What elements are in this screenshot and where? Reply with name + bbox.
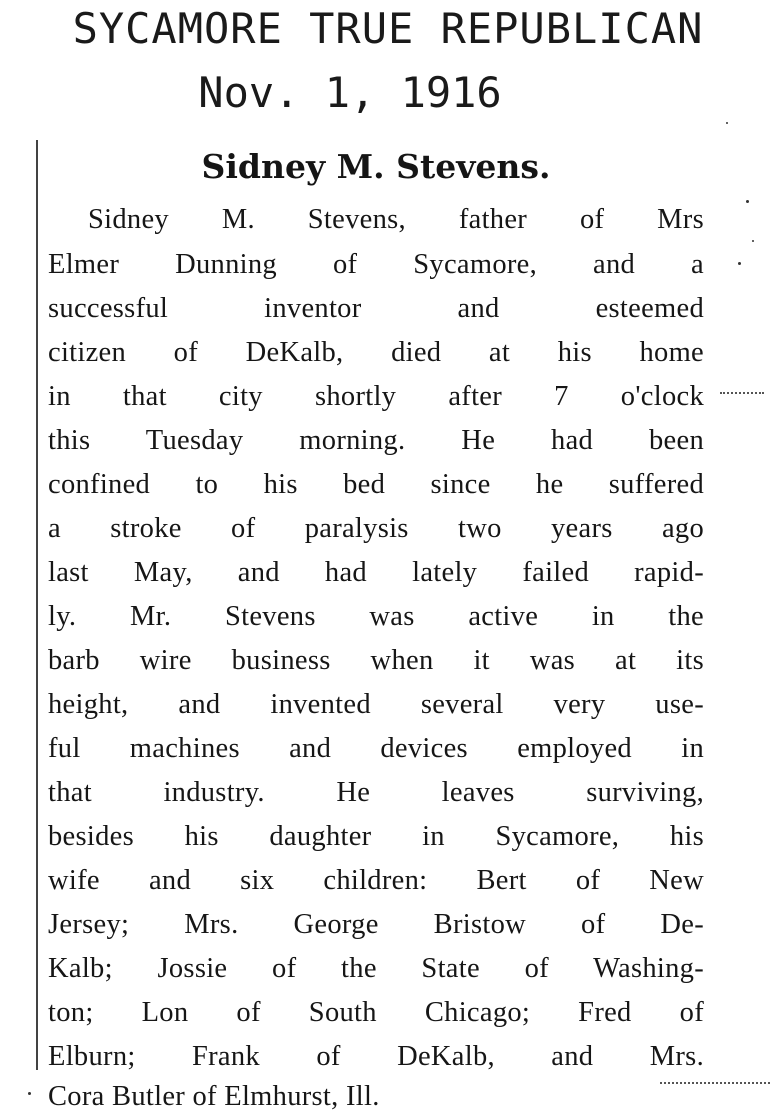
article-line: successful inventor and esteemed: [48, 293, 704, 324]
article-line: besides his daughter in Sycamore, his: [48, 821, 704, 852]
scan-speck: [28, 1092, 31, 1095]
article-line: citizen of DeKalb, died at his home: [48, 337, 704, 368]
article-line: last May, and had lately failed rapid-: [48, 557, 704, 588]
article-line: a stroke of paralysis two years ago: [48, 513, 704, 544]
article-line: in that city shortly after 7 o'clock: [48, 381, 704, 412]
scan-dotted-mark: [660, 1082, 770, 1084]
scan-dotted-mark: [720, 392, 764, 394]
article-line: Cora Butler of Elmhurst, Ill.: [48, 1081, 380, 1112]
clipping-edge-rule: [36, 140, 38, 1070]
obituary-clipping: [36, 140, 716, 1080]
article-line: ly. Mr. Stevens was active in the: [48, 601, 704, 632]
article-line: ton; Lon of South Chicago; Fred of: [48, 997, 704, 1028]
article-line: Elburn; Frank of DeKalb, and Mrs.: [48, 1041, 704, 1072]
article-line: Kalb; Jossie of the State of Washing-: [48, 953, 704, 984]
newspaper-name: SYCAMORE TRUE REPUBLICAN: [72, 4, 704, 53]
article-line: Jersey; Mrs. George Bristow of De-: [48, 909, 704, 940]
scan-speck: [752, 240, 754, 242]
scan-speck: [746, 200, 749, 203]
article-line: this Tuesday morning. He had been: [48, 425, 704, 456]
article-line: confined to his bed since he suffered: [48, 469, 704, 500]
article-line: ful machines and devices employed in: [48, 733, 704, 764]
article-line: height, and invented several very use-: [48, 689, 704, 720]
article-line: that industry. He leaves surviving,: [48, 777, 704, 808]
article-headline: Sidney M. Stevens.: [201, 147, 551, 186]
publication-date: Nov. 1, 1916: [198, 68, 502, 117]
article-line: barb wire business when it was at its: [48, 645, 704, 676]
article-line: Sidney M. Stevens, father of Mrs: [88, 204, 704, 235]
scan-speck: [738, 262, 741, 265]
article-line: wife and six children: Bert of New: [48, 865, 704, 896]
scan-speck: [726, 122, 728, 124]
article-line: Elmer Dunning of Sycamore, and a: [48, 249, 704, 280]
